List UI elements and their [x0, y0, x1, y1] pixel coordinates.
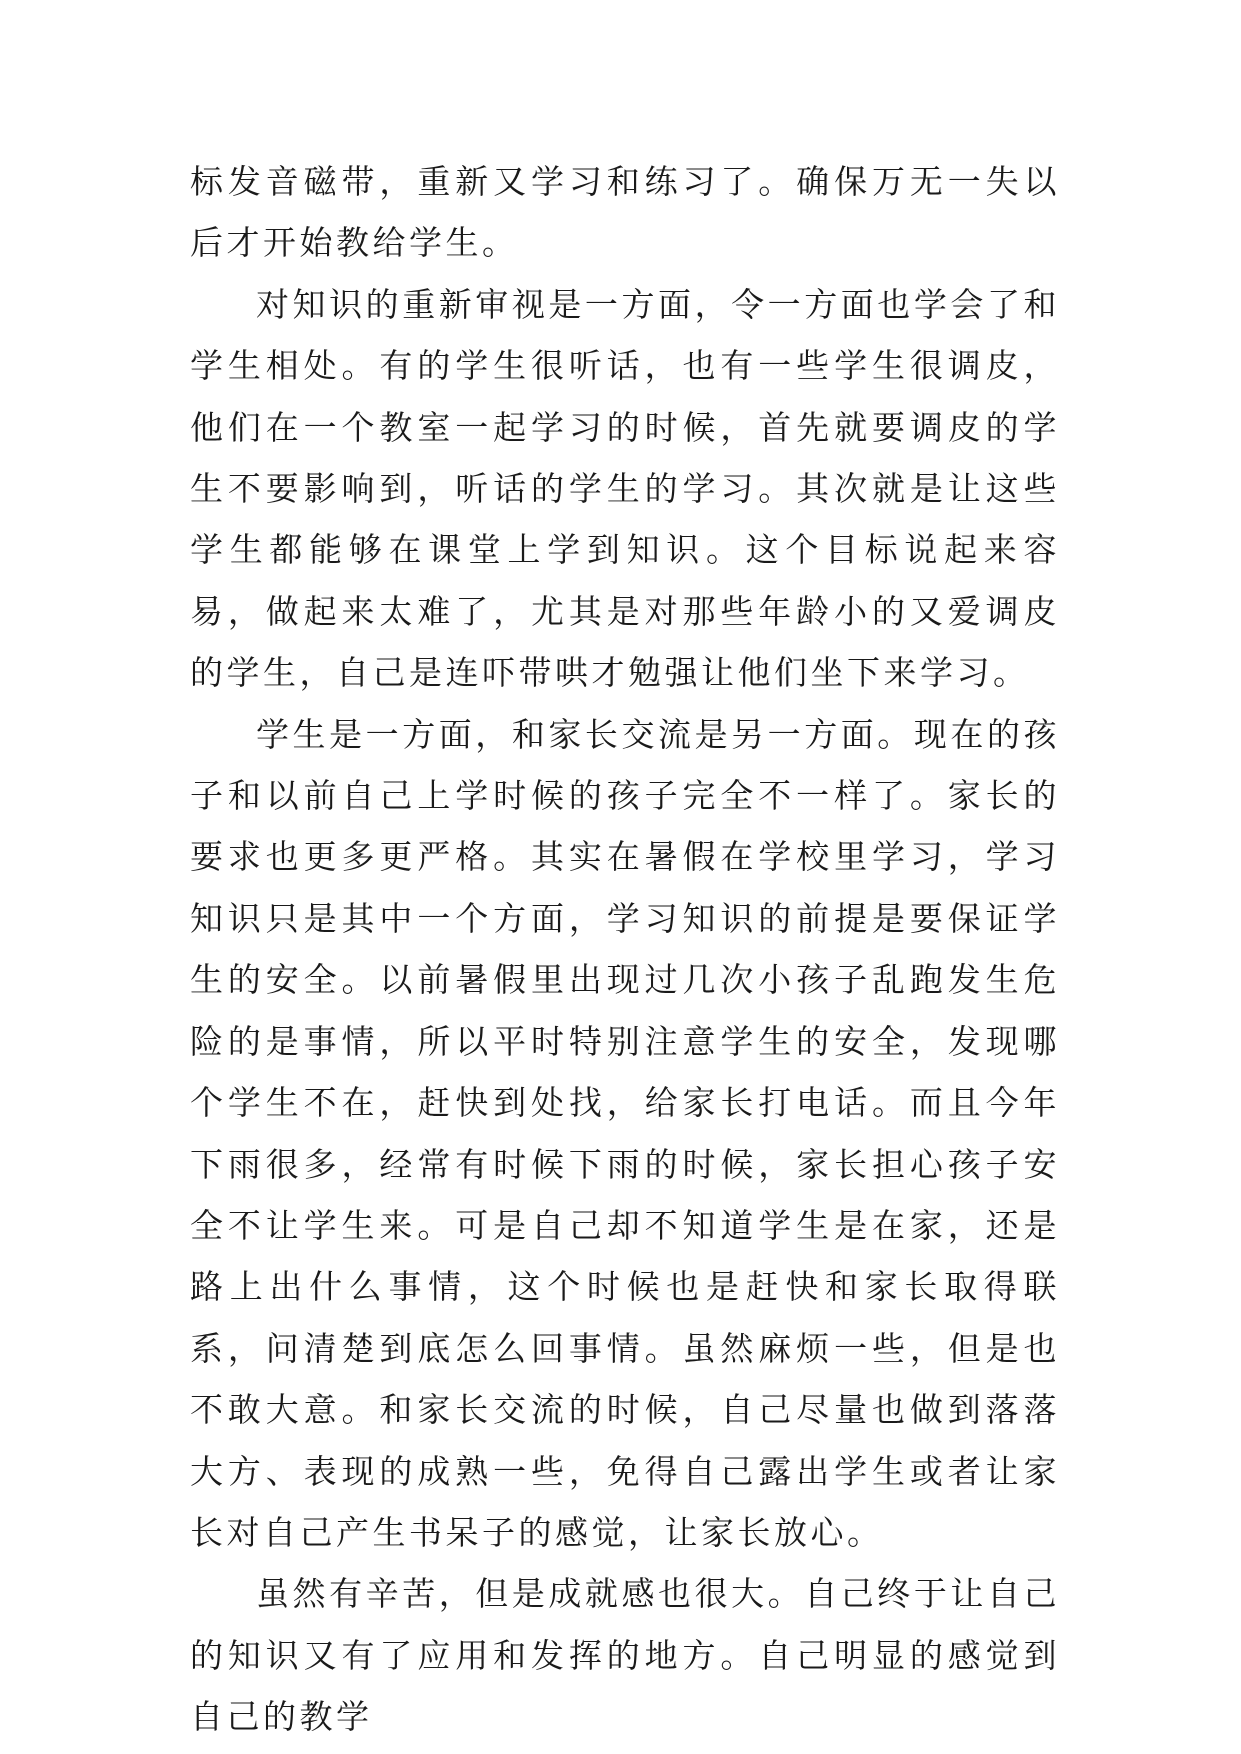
paragraph: 对知识的重新审视是一方面，令一方面也学会了和学生相处。有的学生很听话，也有一些学生很调皮，他们在一个教室一起学习的时候，首先就要调皮的学生不要影响到，听话的学生的学习。其次就是让这些学生都能够在课堂上学到知识。这个目标说起来容易，做起来太难了，尤其是对那些年龄小的又爱调皮的学生，自己是连吓带哄才勉强让他们坐下来学习。 — [190, 284, 1060, 693]
document-body — [190, 151, 1060, 1748]
paragraph: 学生是一方面，和家长交流是另一方面。现在的孩子和以前自己上学时候的孩子完全不一样了。家长的要求也更多更严格。其实在暑假在学校里学习，学习知识只是其中一个方面，学习知识的前提是要保证学生的安全。以前暑假里出现过几次小孩子乱跑发生危险的是事情，所以平时特别注意学生的安全，发现哪个学生不在，赶快到处找，给家长打电话。而且今年下雨很多，经常有时候下雨的时候，家长担心孩子安全不让学生来。可是自己却不知道学生是在家，还是路上出什么事情，这个时候也是赶快和家长取得联系，问清楚到底怎么回事情。虽然麻烦一些，但是也不敢大意。和家长交流的时候，自己尽量也做到落落大方、表现的成熟一些，免得自己露出学生或者让家长对自己产生书呆子的感觉，让家长放心。 — [190, 714, 1060, 1552]
paragraph: 标发音磁带，重新又学习和练习了。确保万无一失以后才开始教给学生。 — [190, 162, 1060, 263]
paragraph: 虽然有辛苦，但是成就感也很大。自己终于让自己的知识又有了应用和发挥的地方。自己明显的感觉到自己的教学 — [190, 1574, 1060, 1737]
